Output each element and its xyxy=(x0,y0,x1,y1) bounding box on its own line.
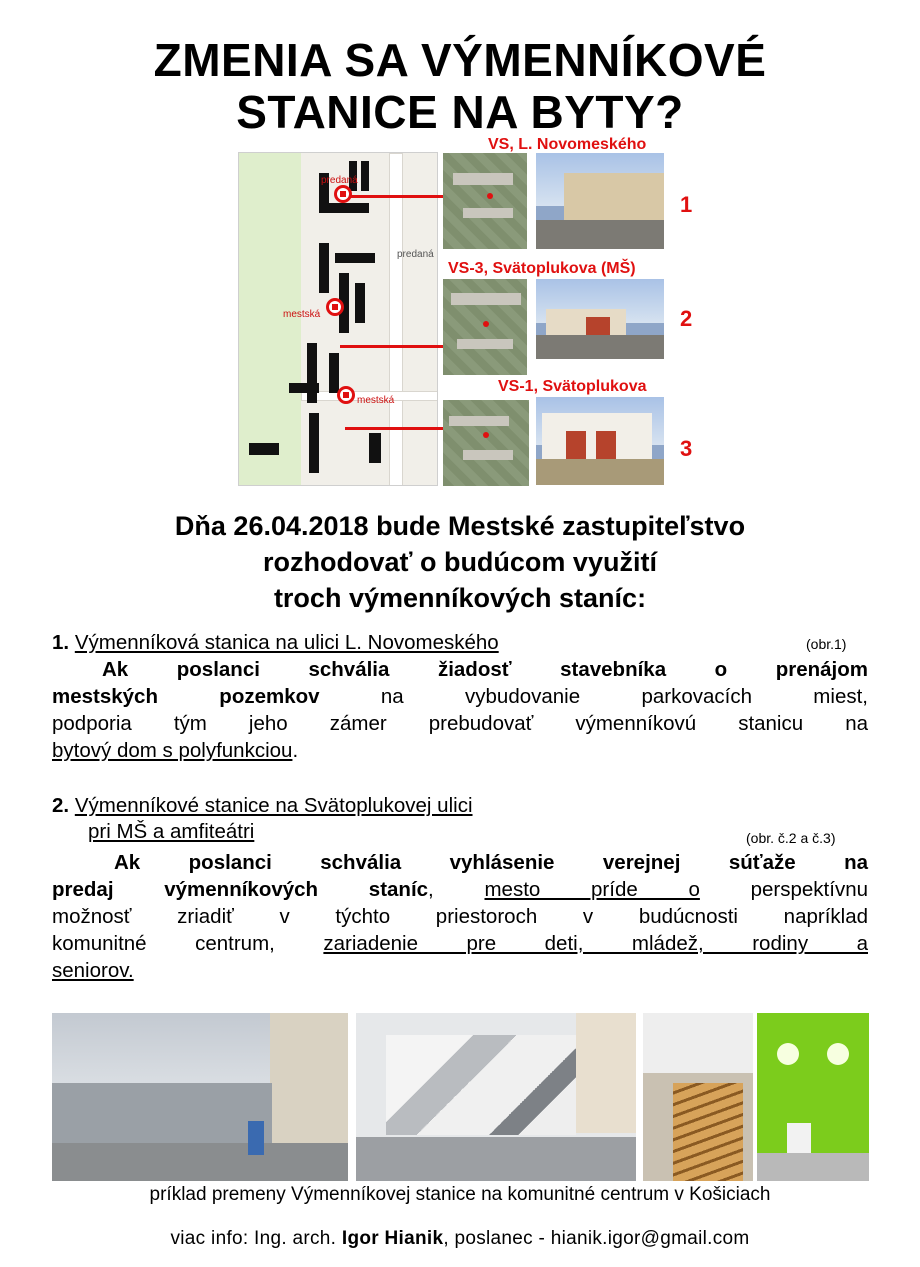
section-2-text: , xyxy=(428,878,434,901)
section-2-para-line-2 xyxy=(52,877,868,903)
station-label-1: VS, L. Novomeského xyxy=(488,136,647,153)
station-number-3: 3 xyxy=(680,436,693,461)
section-2-para-line-1 xyxy=(52,850,868,876)
section-2-heading-line-2 xyxy=(88,819,254,845)
map-building xyxy=(355,283,365,323)
section-2-underlined-text: mesto príde o xyxy=(484,878,700,901)
map-label-predana: predaná xyxy=(321,175,358,186)
section-1-para-line-2 xyxy=(52,684,868,710)
contact-name: Igor Hianik xyxy=(341,1228,444,1249)
map-label-mestska: mestská xyxy=(283,309,321,320)
contact-info xyxy=(0,1228,920,1250)
station-photo-3 xyxy=(536,397,664,485)
site-map xyxy=(238,152,438,486)
example-photo-bathroom xyxy=(757,1013,869,1181)
section-1-underlined-text: bytový dom s polyfunkciou xyxy=(52,739,293,762)
page-title-line-2: STANICE NA BYTY? xyxy=(236,86,684,138)
section-2-heading-line-1 xyxy=(52,793,473,819)
map-label-mestska: mestská xyxy=(357,395,395,406)
section-1-heading xyxy=(52,630,499,656)
aerial-photo-1 xyxy=(443,153,527,249)
map-road xyxy=(389,153,403,486)
section-2-title-2: pri MŠ a amfiteátri xyxy=(88,820,255,843)
section-2-title: Výmenníkové stanice na Svätoplukovej ulici xyxy=(74,794,473,817)
section-2-para-line-4 xyxy=(52,931,868,957)
section-1-title: Výmenníková stanica na ulici L. Novomeského xyxy=(74,631,499,654)
headline-line-3: troch výmenníkových staníc: xyxy=(273,583,647,613)
section-1-number: 1. xyxy=(52,631,70,654)
section-2-ref: (obr. č.2 a č.3) xyxy=(746,830,836,846)
map-building xyxy=(249,443,279,455)
section-2-text: perspektívnu xyxy=(750,878,868,901)
station-number-1: 1 xyxy=(680,192,693,217)
section-2-para-line-5 xyxy=(52,958,134,984)
contact-suffix: , poslanec - hianik.igor@gmail.com xyxy=(443,1228,750,1249)
headline-line-1: Dňa 26.04.2018 bude Mestské zastupiteľstvo xyxy=(174,511,746,541)
map-building xyxy=(319,243,329,293)
map-label-predana: predaná xyxy=(397,249,434,260)
section-2-underlined-text: seniorov. xyxy=(52,959,134,982)
section-2-text: komunitné centrum, xyxy=(52,932,275,955)
map-building xyxy=(309,413,319,473)
map-marker-3 xyxy=(337,386,355,404)
section-1-bold-text: mestských pozemkov xyxy=(52,685,320,708)
page-title-line-1: ZMENIA SA VÝMENNÍKOVÉ xyxy=(153,34,767,86)
example-photo-before xyxy=(52,1013,348,1181)
map-marker-2 xyxy=(326,298,344,316)
map-building xyxy=(369,433,381,463)
section-2-number: 2. xyxy=(52,794,70,817)
section-1-para-line-3: podporia tým jeho zámer prebudovať výmenníkovú stanicu na xyxy=(52,712,868,735)
map-building xyxy=(307,343,317,403)
contact-prefix: viac info: Ing. arch. xyxy=(170,1228,337,1249)
section-2-underlined-text: zariadenie pre deti, mládež, rodiny a xyxy=(323,932,868,955)
example-photo-stairs xyxy=(643,1013,753,1181)
example-photo-design xyxy=(356,1013,636,1181)
map-building xyxy=(361,161,369,191)
station-photo-1 xyxy=(536,153,664,249)
section-1-ref: (obr.1) xyxy=(806,636,847,652)
section-1-para-line-1 xyxy=(52,657,868,683)
map-building xyxy=(329,203,369,213)
section-1-para-line-4 xyxy=(52,738,298,764)
station-label-3: VS-1, Svätoplukova xyxy=(498,378,647,395)
headline-line-2: rozhodovať o budúcom využití xyxy=(263,547,657,577)
section-2-bold-text: Ak poslanci schvália vyhlásenie verejnej súťaže na xyxy=(114,851,868,874)
map-building xyxy=(329,353,339,393)
station-number-2: 2 xyxy=(680,306,693,331)
section-2-bold-text: predaj výmenníkových staníc xyxy=(52,878,429,901)
map-marker-1 xyxy=(334,185,352,203)
station-photo-2 xyxy=(536,279,664,359)
section-1-text: . xyxy=(292,739,299,762)
photo-caption: príklad premeny Výmenníkovej stanice na komunitné centrum v Košiciach xyxy=(149,1184,771,1205)
aerial-photo-2 xyxy=(443,279,527,375)
section-1-text: na vybudovanie parkovacích miest, xyxy=(319,685,868,708)
section-2-para-line-3: možnosť zriadiť v týchto priestoroch v budúcnosti napríklad xyxy=(52,905,868,928)
station-label-2: VS-3, Svätoplukova (MŠ) xyxy=(448,260,636,277)
section-1-bold-text: Ak poslanci schvália žiadosť stavebníka o prenájom xyxy=(102,658,868,681)
map-building xyxy=(289,383,319,393)
map-building xyxy=(335,253,375,263)
aerial-photo-3 xyxy=(443,400,529,486)
